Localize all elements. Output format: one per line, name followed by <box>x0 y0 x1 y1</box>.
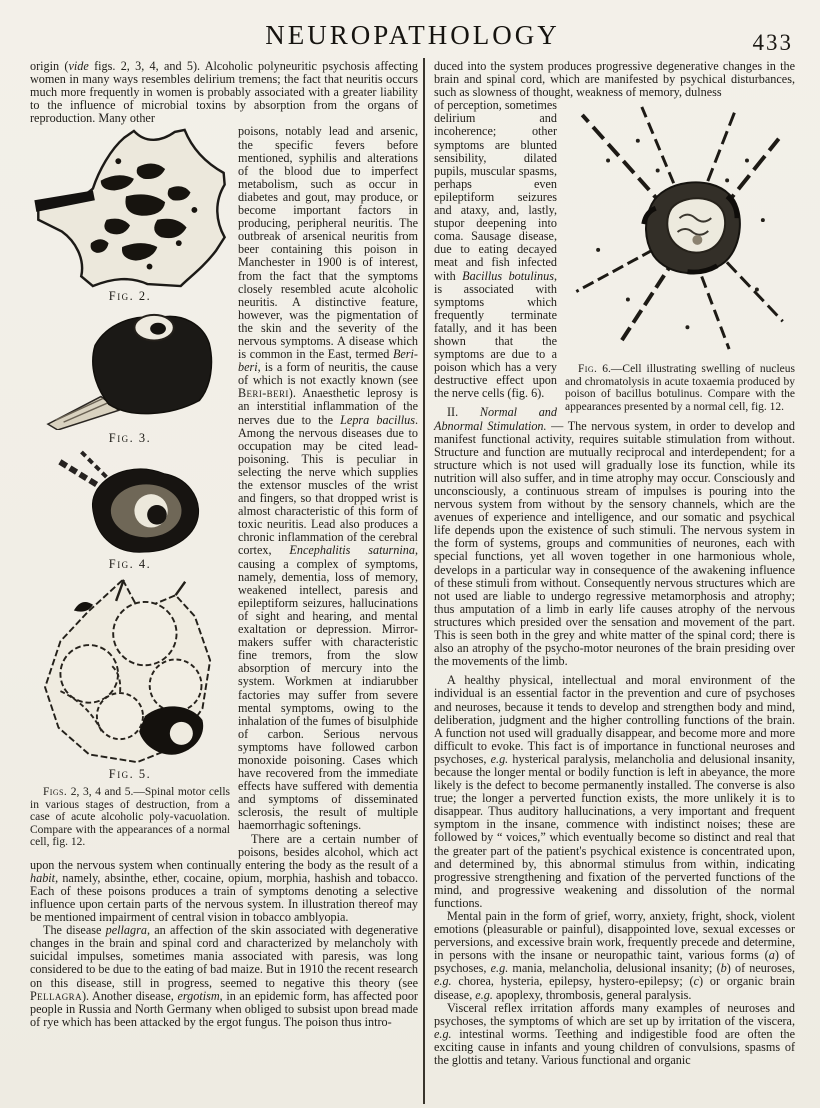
environment-paragraph: A healthy physical, intellectual and moral environment of the individual is an essential factor in the prevention and cure of psychoses and neuroses, because it tends to develop and strengthen body and mind, deliberation, judgment and the higher controlling functions of the brain. A function not used will gradually disappear, and become more and more difficult to evoke. This fact is of importance in functional neuroses and psychoses, e.g. hysterical paralysis, melancholia and delusional insanity, because the longer mental or bodily function is left in abeyance, the more likely is the defect to become permanently installed. The converse is also true; the longer a perverted function exists, the more unlikely it is to disappear. Thus auditory hallucinations, a very important and frequent symptom in the insane, commence with indistinct noises; these are followed by “ voices,” which eventually become so distinct and real that the greater part of the patient's psychical existence is concentrated upon, and determined by, this abnormal stimulus from within, indicating progressive strengthening and fixation of the perverted functions of the mind, and progressive weakening and dissolution of the normal functions. <box>434 673 795 910</box>
left-column <box>30 60 418 1029</box>
page-header <box>30 20 795 60</box>
figure-4 <box>30 450 230 571</box>
page-number: 433 <box>752 30 793 55</box>
fig2-neuron-image <box>32 128 228 288</box>
fig5-label: Fig. 5. <box>108 767 152 782</box>
right-column <box>434 60 795 1067</box>
figure-strip <box>30 128 230 849</box>
right-intro-text: duced into the system produces progressive degenerative changes in the brain and spinal cord, which are manifested by psychical disturbances, such as slowness of thought, weakness of memory, dulness <box>434 59 795 100</box>
left-intro-text: origin (vide figs. 2, 3, 4, and 5). Alcoholic polyneuritic psychosis affecting women in many ways resembles delirium tremens; the fact that neuritis occurs much more frequently in women is probably associated with a greater liability to the influence of microbial toxins by absorption from the organs of reproduction. Many other <box>30 59 418 126</box>
fig4-label: Fig. 4. <box>108 557 152 572</box>
figure-6-block <box>565 101 795 413</box>
fig2-label: Fig. 2. <box>108 289 152 304</box>
figure-3 <box>30 308 230 445</box>
fig4-neuron-image <box>54 450 206 556</box>
fig3-neuron-image <box>43 308 217 430</box>
page-title: NEUROPATHOLOGY <box>265 20 560 50</box>
pellagra-paragraph: The disease pellagra, an affection of the skin associated with degenerative changes in the brain and spinal cord and characterized by melancholy with suicidal impulses, sometimes mania associated with paresis, was long considered to be due to the eating of bad maize. But in 1910 the recent research on this disease, still in progress, seemed to negative this theory (see Pellagra). Another disease, ergotism, in an epidemic form, has affected poor people in Russia and North Germany when obliged to subsist upon bread made of rye which has been attacked by the ergot fungus. The poison thus intro- <box>30 923 418 1029</box>
fig6-caption: Fig. 6.—Cell illustrating swelling of nucleus and chromatolysis in acute toxaemia produced by poison of bacillus botulinus. Compare with the appearances presented by a normal cell, fig. 12. <box>565 363 795 413</box>
mental-pain-paragraph: Mental pain in the form of grief, worry, anxiety, fright, shock, violent emotions (pleasurable or painful), disappointed love, sexual excesses or perversions, and excessive brain work, frequently precede and determine, in persons with the insane or neuropathic taint, various forms (a) of psychoses, e.g. mania, melancholia, delusional insanity; (b) of neuroses, e.g. chorea, hysteria, epilepsy, hystero-epilepsy; (c) or organic brain disease, e.g. apoplexy, thrombosis, general paralysis. <box>434 909 795 1002</box>
figure-5 <box>30 576 230 781</box>
stimulation-paragraph: II. Normal and Abnormal Stimulation. — The nervous system, in order to develop and manifest functional activity, requires suitable stimulation from without. Structure and function are mutually reciprocal and interdependent; for a structure which is not used will gradually lose its function, while its nutrition will also suffer, and in time atrophy may occur. Consciously and unconsciously, a continuous stream of impulses is pouring into the nervous system from without by the sensory channels, which are the avenues of experience and intelligence, and our somatic and psychical life depends upon the existence of such stimuli. The nervous system in the form of systems, groups and communities of neurones, each with special functions, yet all woven together in one harmonious whole, develops in a particular way in consequence of the awakening influence of these stimuli from without. Consequently nervous structures which are not used are liable to undergo regressive metamorphosis and atrophy; thus amputation of a limb in early life causes atrophy of the nervous structures which presided over the sensation and movement of the part. This is seen both in the grey and white matter of the spinal cord; there is also an atrophy of the psycho-motor neurones of the brain presiding over the movements of the limb. <box>434 405 795 669</box>
perception-paragraph: of perception, sometimes delirium and incoherence; other symptoms are blunted sensibility, dilated pupils, muscular spasms, perhaps even epileptiform seizures and ataxy, and, lastly, stupor deepening into coma. Sausage disease, due to eating decayed meat and fish infected with Bacillus botulinus, is associated with symptoms which frequently terminate fatally, and it has been shown that the symptoms are due to a poison which has a very destructive effect upon the nerve cells (fig. 6). <box>434 98 557 401</box>
column-divider <box>423 58 425 1104</box>
fig3-label: Fig. 3. <box>108 431 152 446</box>
left-body-text: poisons, notably lead and arsenic, the specific fevers before mentioned, syphilis and alterations of the blood due to imperfect metabolism, such as occur in diabetes and gout, may produce, or become important factors in producing, peripheral neuritis. The outbreak of arsenical neuritis from beer containing this poison in Manchester in 1900 is of interest, from the fact that the symptoms closely resembled acute alcoholic neuritis. A distinctive feature, however, was the pigmentation of the skin and the severity of the nervous symptoms. A disease which is common in the East, termed Beri-beri, is a form of neuritis, the cause of which is not exactly known (see Beri-beri). Anaesthetic leprosy is an interstitial inflammation of the nerves due to the Lepra bacillus. Among the nervous diseases due to occupation may be cited lead-poisoning. This is peculiar in selecting the nerve which supplies the extensor muscles of the wrist and fingers, so that dropped wrist is almost characteristic of this form of toxic neuritis. Lead also produces a chronic inflammation of the cerebral cortex, Encephalitis saturnina, causing a complex of symptoms, namely, dementia, loss of memory, weakened intellect, paresis and epileptiform seizures, hallucinations of sight and hearing, and mental exaltation or depression. Mirror-makers suffer with characteristic fine tremors, from the slow absorption of mercury into the system. Workmen at indiarubber factories may suffer from severe mental symptoms, owing to the inhalation of the fumes of bisulphide of carbon. Serious nervous symptoms have followed carbon monoxide poisoning. Cases which have recovered from the immediate effects have suffered with dementia and symptoms of disseminated sclerosis, the result of multiple haemorrhagic softenings. <box>238 124 419 833</box>
fig5-neuron-image <box>31 576 229 766</box>
visceral-paragraph: Visceral reflex irritation affords many examples of neuroses and psychoses, the symptoms of which are set up by irritation of the viscera, e.g. intestinal worms. Teething and indigestible food are often the exciting cause in infants and young children of convulsions, spasms of the glottis and tetany. Various functional and organic <box>434 1000 795 1068</box>
figure-2 <box>30 128 230 303</box>
fig6-neuron-image <box>567 101 793 359</box>
figs-2-5-caption: Figs. 2, 3, 4 and 5.—Spinal motor cells in various stages of destruction, from a case of acute alcoholic poly-vacuolation. Compare with the appearances of a normal cell, fig. 12. <box>30 786 230 849</box>
poisons-paragraph: There are a certain number of poisons, besides alcohol, which act upon the nervous system when continually entering the body as the result of a habit, namely, absinthe, ether, cocaine, opium, morphia, hashish and tobacco. Each of these poisons produces a train of symptoms denoting a selective influence upon certain parts of the nervous system. In illustration thereof may be mentioned impairment of central vision in tobacco amblyopia. <box>30 831 418 925</box>
